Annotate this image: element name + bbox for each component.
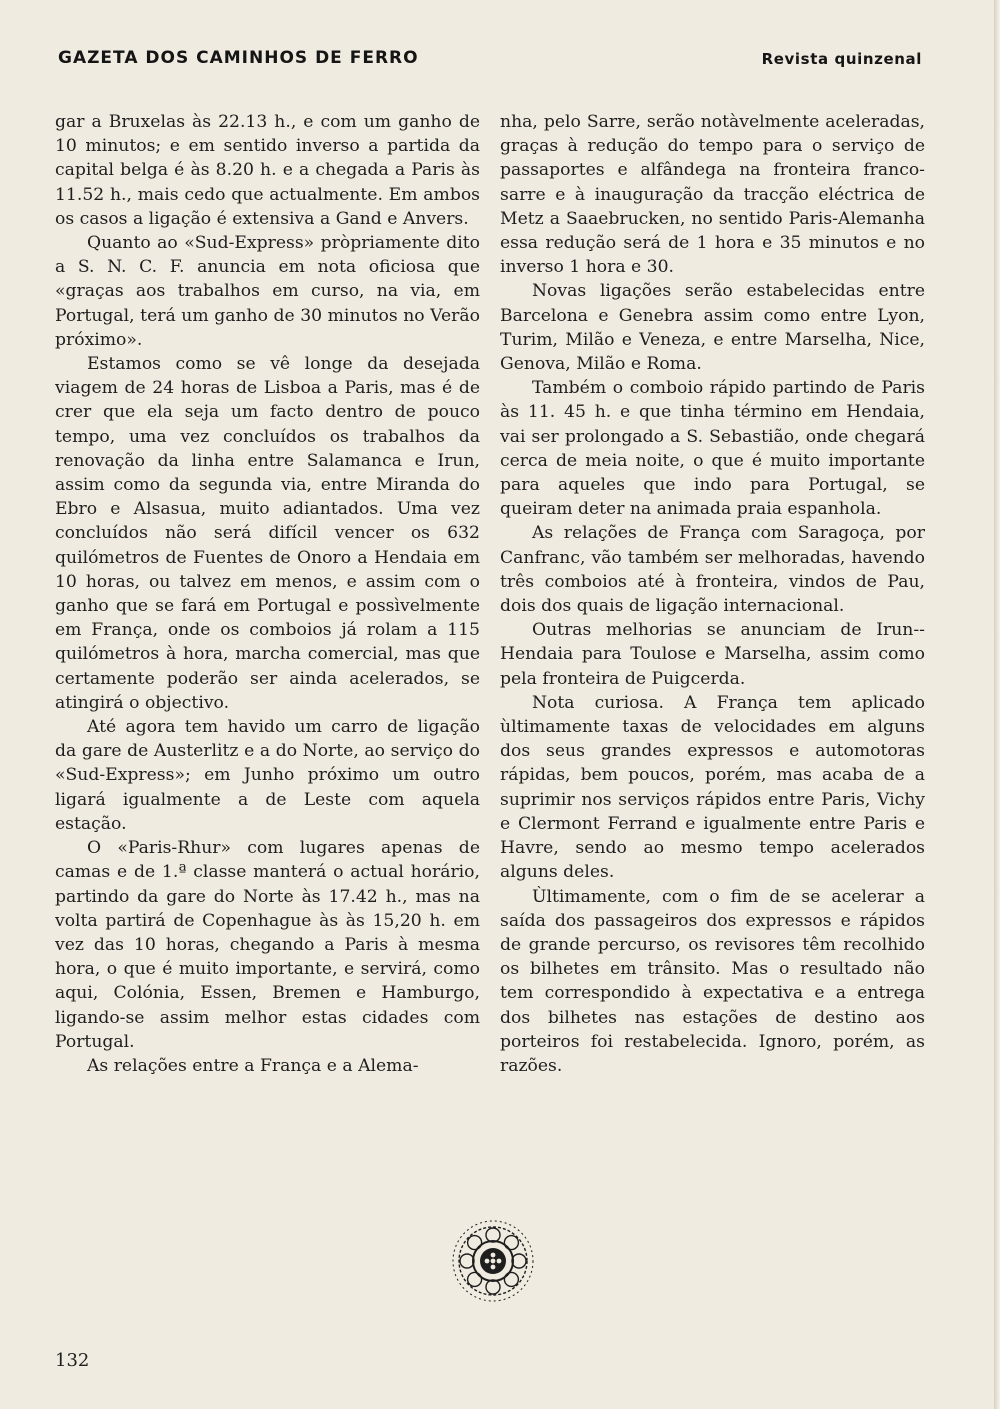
paragraph: As relações entre a França e a Alema- bbox=[87, 1055, 419, 1076]
paragraph: Ùltimamente, com o fim de se acelerar a saída dos passageiros dos expressos e rápidos de grande percurso, os revisores têm recolhido os bilhetes em trânsito. Mas o resultado não tem correspondido à expectativa e a entrega dos bilhetes nas estações de destino aos porteiros foi restabelecida. Ignoro, porém, as razões. bbox=[500, 886, 925, 1076]
paragraph: Também o comboio rápido partindo de Paris às 11. 45 h. e que tinha término em Hendaia, vai ser prolongado a S. Sebastião, onde chegará cerca de meia noite, o que é muito importante para aqueles que indo para Portugal, se queiram deter na animada praia espanhola. bbox=[500, 378, 925, 520]
paragraph: gar a Bruxelas às 22.13 h., e com um ganho de 10 minutos; e em sentido inverso a partida da capital belga é às 8.20 h. e a chegada a Paris às 11.52 h., mais cedo que actualmente. Em ambos os casos a ligação é extensiva a Gand e Anvers. bbox=[55, 112, 480, 229]
paragraph: Até agora tem havido um carro de ligação da gare de Austerlitz e a do Norte, ao serviço do «Sud-Express»; em Junho próximo um outro ligará igualmente a de Leste com aquela estação. bbox=[55, 717, 480, 834]
left-text-column bbox=[55, 110, 480, 1078]
right-text-column bbox=[500, 110, 925, 1078]
running-header-title: GAZETA DOS CAMINHOS DE FERRO bbox=[58, 48, 419, 68]
paragraph: nha, pelo Sarre, serão notàvelmente aceleradas, graças à redução do tempo para o serviço de passaportes e alfândega na fronteira franco-sarre e à inauguração da tracção eléctrica de Metz a Saaebrucken, no sentido Paris-Alemanha essa redução será de 1 hora e 35 minutos e no inverso 1 hora e 30. bbox=[500, 112, 925, 278]
paragraph: Novas ligações serão estabelecidas entre Barcelona e Genebra assim como entre Lyon, Turim, Milão e Veneza, e entre Marselha, Nice, Genova, Milão e Roma. bbox=[500, 281, 925, 375]
paragraph: Quanto ao «Sud-Express» pròpriamente dito a S. N. C. F. anuncia em nota oficiosa que «graças aos trabalhos em curso, na via, em Portugal, terá um ganho de 30 minutos no Verão próximo». bbox=[55, 233, 480, 350]
paragraph: As relações de França com Saragoça, por Canfranc, vão também ser melhoradas, havendo três comboios até à fronteira, vindos de Pau, dois dos quais de ligação internacional. bbox=[500, 523, 925, 617]
paragraph: O «Paris-Rhur» com lugares apenas de camas e de 1.ª classe manterá o actual horário, partindo da gare do Norte às 17.42 h., mas na volta partirá de Copenhague às às 15,20 h. em vez das 10 horas, chegando a Paris à mesma hora, o que é muito importante, e servirá, como aqui, Colónia, Essen, Bremen e Hamburgo, ligando-se assim melhor estas cidades com Portugal. bbox=[55, 838, 480, 1052]
decorative-rosette-icon bbox=[449, 1217, 537, 1305]
page-number: 132 bbox=[55, 1350, 90, 1371]
paragraph: Outras melhorias se anunciam de Irun--Hendaia para Toulose e Marselha, assim como pela fronteira de Puigcerda. bbox=[500, 620, 925, 689]
running-header-subtitle: Revista quinzenal bbox=[761, 50, 922, 68]
paragraph: Estamos como se vê longe da desejada viagem de 24 horas de Lisboa a Paris, mas é de crer que ela seja um facto dentro de pouco tempo, uma vez concluídos os trabalhos da renovação da linha entre Salamanca e Irun, assim como da segunda via, entre Miranda do Ebro e Alsasua, muito adiantados. Uma vez concluídos não será difícil vencer os 632 quilómetros de Fuentes de Onoro a Hendaia em 10 horas, ou talvez em menos, e assim com o ganho que se fará em Portugal e possìvelmente em França, onde os comboios já rolam a 115 quilómetros à hora, marcha comercial, mas que certamente poderão ser ainda acelerados, se atingirá o objectivo. bbox=[55, 354, 480, 713]
page-edge-shadow bbox=[994, 0, 1000, 1409]
paragraph: Nota curiosa. A França tem aplicado ùltimamente taxas de velocidades em alguns dos seus grandes expressos e automotoras rápidas, bem poucos, porém, mas acaba de a suprimir nos serviços rápidos entre Paris, Vichy e Clermont Ferrand e igualmente entre Paris e Havre, sendo ao mesmo tempo acelerados alguns deles. bbox=[500, 692, 925, 883]
